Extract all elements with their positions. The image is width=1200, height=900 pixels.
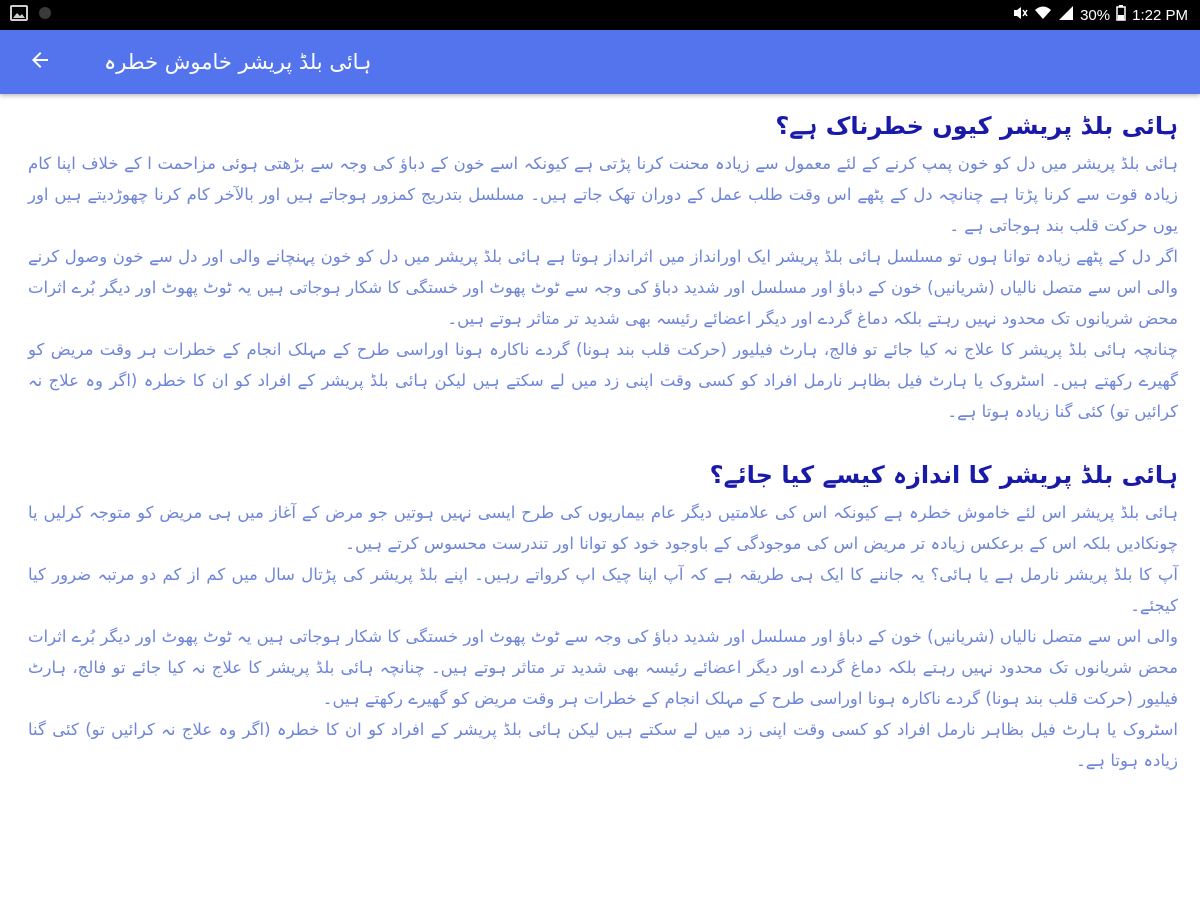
section-how-to-assess: [28, 453, 1178, 776]
mute-icon: [1012, 5, 1028, 25]
section-heading: ہائی بلڈ پریشر کا اندازہ کیسے کیا جائے؟: [709, 461, 1178, 489]
image-icon: [10, 5, 28, 25]
paragraph: ہائی بلڈ پریشر اس لئے خاموش خطرہ ہے کیونکہ اس کی علامتیں دیگر عام بیماریوں کی طرح ایسی نہیں ہوتیں جو مرض کے آغاز میں ہی مریض کو متوجہ کرلیں یا چونکادیں بلکہ اس کے برعکس زیادہ تر مریض اس کی موجودگی کے باوجود خود کو توانا اور تندرست محسوس کرتے ہیں۔: [28, 503, 1178, 553]
back-button[interactable]: [24, 46, 56, 78]
battery-icon: [1116, 5, 1126, 25]
page-title: ہائی بلڈ پریشر خاموش خطرہ: [104, 50, 372, 74]
paragraph: ہائی بلڈ پریشر میں دل کو خون پمپ کرنے کے لئے معمول سے زیادہ محنت کرنا پڑتی ہے کیونکہ اسے خون کے دباؤ کی وجہ سے بڑھتی ہوئی مزاحمت ا کے خلاف اپنا کام زیادہ قوت سے کرنا پڑتا ہے چنانچہ دل کے پٹھے اس وقت طلب عمل کے دوران تھک جاتے ہیں۔ مسلسل بتدریج کمزور ہوجاتے ہیں اور بالآخر کام کرنا چھوڑدیتے ہیں اور یوں حرکت قلب بند ہوجاتی ہے ۔: [28, 154, 1178, 235]
status-left: [10, 5, 52, 25]
section-why-dangerous: [28, 104, 1178, 427]
paragraph: والی اس سے متصل نالیاں (شریانیں) خون کے دباؤ اور مسلسل اور شدید دباؤ کی وجہ سے ٹوٹ پھوٹ اور خستگی کا شکار ہوجاتی ہیں یہ ٹوٹ پھوٹ اور دیگر بُرے اثرات محض شریانوں تک محدود نہیں رہتے بلکہ دماغ گردے اور دیگر اعضائے رئیسہ بھی شدید تر متاثر ہوتے ہیں۔ چنانچہ ہائی بلڈ پریشر کا علاج نہ کیا جائے تو فالج، ہارٹ فیلیور (حرکت قلب بند ہونا) گردے ناکارہ ہونا اوراسی طرح کے مہلک انجام کے خطرات ہر وقت مریض کو گھیرے رکھتے ہیں۔: [28, 627, 1178, 708]
arrow-left-icon: [28, 48, 52, 76]
status-right: [1012, 5, 1188, 25]
paragraph: اگر دل کے پٹھے زیادہ توانا ہوں تو مسلسل ہائی بلڈ پریشر ایک اورانداز میں اثرانداز ہوتا ہے ہائی بلڈ پریشر میں دل کو خون پہنچانے والی اور دل سے خون وصول کرنے والی اس سے متصل نالیاں (شریانیں) خون کے دباؤ اور مسلسل اور شدید دباؤ کی وجہ سے ٹوٹ پھوٹ اور خستگی کا شکار ہوجاتی ہیں یہ ٹوٹ پھوٹ اور دیگر بُرے اثرات محض شریانوں تک محدود نہیں رہتے بلکہ دماغ گردے اور دیگر اعضائے رئیسہ بھی شدید تر متاثر ہوتے ہیں۔: [28, 247, 1178, 328]
paragraph: آپ کا بلڈ پریشر نارمل ہے یا ہائی؟ یہ جاننے کا ایک ہی طریقہ ہے کہ آپ اپنا چیک اپ کرواتے رہیں۔ اپنے بلڈ پریشر کی پڑتال سال میں کم از کم دو مرتبہ ضرور کیا کیجئے۔: [28, 565, 1178, 615]
wifi-icon: [1034, 5, 1052, 25]
paragraph: چنانچہ ہائی بلڈ پریشر کا علاج نہ کیا جائے تو فالج، ہارٹ فیلیور (حرکت قلب بند ہونا) گردے ناکارہ ہونا اوراسی طرح کے مہلک انجام کے خطرات ہر وقت مریض کو گھیرے رکھتے ہیں۔ اسٹروک یا ہارٹ فیل بظاہر نارمل افراد کو کسی وقت اپنی زد میں لے سکتے ہیں لیکن ہائی بلڈ پریشر کے افراد کو ان کا خطرہ (اگر وہ علاج نہ کرائیں تو) کئی گنا زیادہ ہوتا ہے۔: [28, 340, 1178, 421]
status-bar: [0, 0, 1200, 30]
article-content[interactable]: [0, 94, 1200, 900]
app-bar: [0, 30, 1200, 94]
signal-icon: [1058, 5, 1074, 25]
battery-percent: 30%: [1080, 6, 1111, 24]
clock: 1:22 PM: [1132, 6, 1188, 24]
section-heading: ہائی بلڈ پریشر کیوں خطرناک ہے؟: [775, 112, 1178, 140]
paragraph: اسٹروک یا ہارٹ فیل بظاہر نارمل افراد کو کسی وقت اپنی زد میں لے سکتے ہیں لیکن ہائی بلڈ پریشر کے افراد کو ان کا خطرہ (اگر وہ علاج نہ کرائیں تو) کئی گنا زیادہ ہوتا ہے۔: [28, 720, 1178, 770]
circle-icon: [38, 6, 52, 24]
